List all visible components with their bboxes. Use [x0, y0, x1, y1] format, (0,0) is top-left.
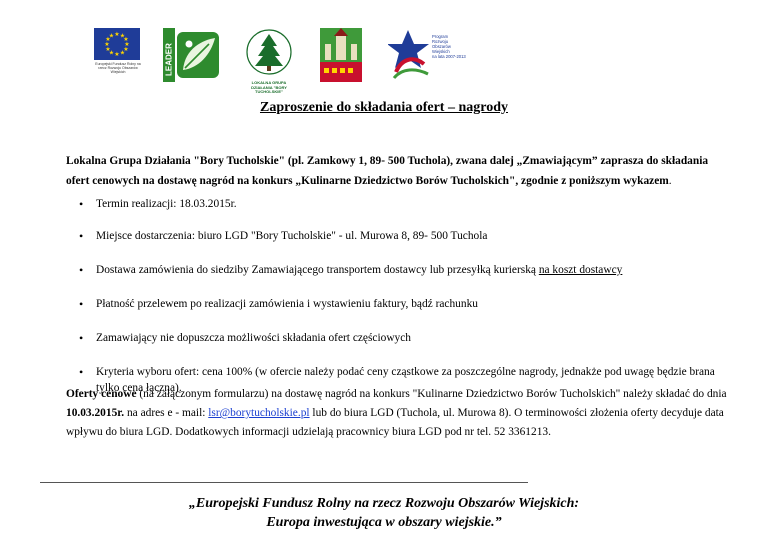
- svg-text:★: ★: [105, 46, 111, 53]
- lgd-caption: LOKALNA GRUPA DZIAŁANIA "BORY TUCHOLSKIE": [251, 80, 287, 94]
- list-item-platnosc: • Płatność przelewem po realizacji zamówienia i wystawieniu faktury, bądź rachunku: [66, 296, 726, 312]
- svg-text:★: ★: [114, 51, 120, 58]
- intro-end: .: [668, 175, 672, 187]
- offers-paragraph: [66, 385, 730, 442]
- tuchola-emblem-icon: [320, 28, 362, 82]
- offers-lead: Oferty cenowe: [66, 388, 137, 400]
- footer-slogan: [0, 494, 768, 532]
- conditions-list: [66, 186, 726, 396]
- prow-logo: [388, 28, 468, 84]
- tuchola-logo: [320, 28, 362, 82]
- offers-text-2: na adres e - mail:: [124, 407, 209, 419]
- lgd-bory-tucholskie-logo: [243, 28, 295, 94]
- prow-star-icon: [388, 28, 432, 82]
- eu-caption: Europejski Fundusz Rolny na rzecz Rozwoju Obszarów Wiejskich: [95, 62, 141, 74]
- svg-text:★: ★: [108, 49, 115, 57]
- pine-tree-icon: [243, 28, 295, 76]
- svg-text:★: ★: [104, 41, 110, 48]
- eu-flag-icon: [94, 28, 140, 60]
- leader-leaf-icon: [163, 28, 221, 82]
- offers-deadline: 10.03.2015r.: [66, 407, 125, 419]
- offers-text-1: (na załączonym formularzu) na dostawę nagród na konkurs "Kulinarne Dziedzictwo Borów Tucholskich" należy składać do dnia: [136, 388, 727, 400]
- offers-text-3: lub do biura LGD (Tuchola, ul. Murowa 8). O terminowości złożenia oferty decyduje data wpływu do biura LGD. Dodatkowych informacji udzielają pracownicy biura LGD pod nr tel. 52 3361213.: [66, 407, 724, 438]
- list-item-czesciowe: • Zamawiający nie dopuszcza możliwości składania ofert częściowych: [66, 330, 726, 346]
- document-title: Zaproszenie do składania ofert – nagrody: [259, 100, 508, 115]
- footer-line-1: „Europejski Fundusz Rolny na rzecz Rozwoju Obszarów Wiejskich:: [188, 496, 580, 511]
- svg-text:★: ★: [108, 32, 115, 40]
- intro-text: Lokalna Grupa Działania "Bory Tucholskie" (pl. Zamkowy 1, 89- 500 Tuchola), zwana dalej „Zmawiającym” zaprasza do składania ofert cenowych na dostawę nagród na konkurs „Kulinarne Dziedzictwo Borów Tucholskich", zgodnie z poniższym wykazem: [66, 155, 709, 187]
- logo-strip: [0, 28, 768, 94]
- footer-divider: [40, 482, 528, 483]
- svg-text:★: ★: [123, 46, 129, 53]
- eu-logo: [94, 28, 142, 84]
- footer-line-2: Europa inwestująca w obszary wiejskie.”: [266, 515, 502, 530]
- leader-logo: [163, 28, 221, 82]
- email-link[interactable]: lsr@borytucholskie.pl: [208, 407, 310, 419]
- svg-text:★: ★: [114, 31, 120, 38]
- svg-text:★: ★: [119, 49, 126, 57]
- svg-text:★: ★: [105, 36, 111, 43]
- intro-paragraph: [66, 151, 726, 191]
- svg-text:★: ★: [119, 32, 126, 40]
- list-item-termin: • Termin realizacji: 18.03.2015r.: [66, 196, 726, 212]
- dostawa-underlined: na koszt dostawcy: [538, 264, 623, 276]
- prow-caption: Program Rozwoju Obszarów Wiejskich na lata 2007-2013: [432, 34, 466, 59]
- svg-text:★: ★: [124, 41, 130, 48]
- list-item-kryteria: • Kryteria wyboru ofert: cena 100% (w ofercie należy podać ceny cząstkowe za poszczególne nagrody, jednakże pod uwagę będzie brana tylko cena łączna).: [66, 364, 726, 396]
- list-item-dostawa: [66, 262, 726, 278]
- dostawa-text: Dostawa zamówienia do siedziby Zamawiającego transportem dostawcy lub przesyłką kurierską: [96, 264, 539, 276]
- svg-text:★: ★: [123, 36, 129, 43]
- list-item-miejsce: • Miejsce dostarczenia: biuro LGD "Bory Tucholskie" - ul. Murowa 8, 89- 500 Tuchola: [66, 228, 726, 244]
- svg-text:LEADER: LEADER: [164, 43, 174, 76]
